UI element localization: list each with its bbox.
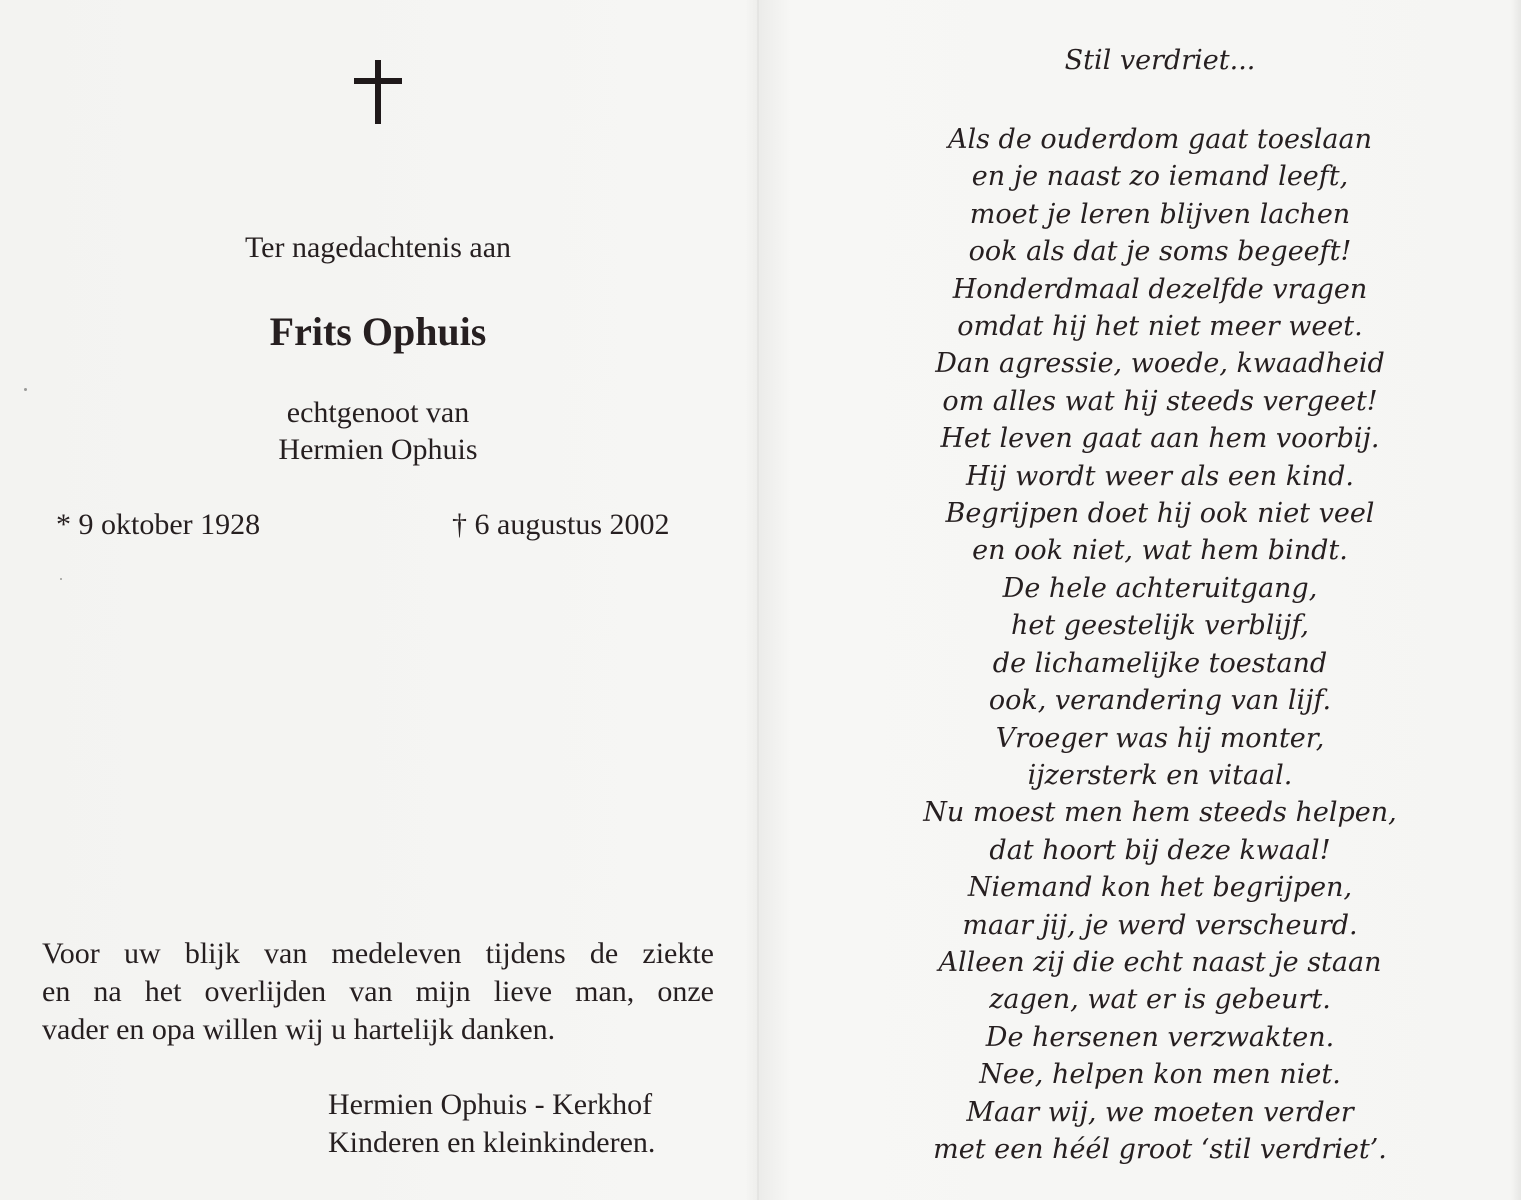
- poem-line: om alles wat hij steeds vergeet!: [942, 385, 1378, 417]
- poem-line: De hersenen verzwakten.: [985, 1021, 1335, 1053]
- birth-date: * 9 oktober 1928: [56, 508, 261, 541]
- thanks-paragraph: [42, 935, 714, 1049]
- thanks-line: Voor uw blijk van medeleven tijdens de ziekte: [42, 937, 714, 970]
- death-date: † 6 augustus 2002: [452, 508, 670, 541]
- poem-line: Hij wordt weer als een kind.: [965, 460, 1355, 492]
- poem-line: omdat hij het niet meer weet.: [957, 311, 1363, 343]
- signature-line: Hermien Ophuis - Kerkhof: [328, 1088, 653, 1121]
- intro-text: Ter nagedachtenis aan: [244, 231, 512, 264]
- poem-line: dat hoort bij deze kwaal!: [989, 834, 1331, 866]
- spouse-name: Hermien Ophuis: [278, 433, 478, 466]
- poem-line: en je naast zo iemand leeft,: [971, 161, 1349, 193]
- poem-line: Honderdmaal dezelfde vragen: [952, 273, 1368, 305]
- poem-line: Dan agressie, woede, kwaadheid: [935, 348, 1385, 380]
- cross-icon: [350, 58, 406, 128]
- poem-line: met een héél groot ‘stil verdriet’.: [933, 1133, 1387, 1165]
- poem-line: de lichamelijke toestand: [992, 647, 1328, 679]
- poem-line: De hele achteruitgang,: [1002, 572, 1318, 604]
- poem-line: Vroeger was hij monter,: [995, 722, 1325, 754]
- deceased-name: Frits Ophuis: [269, 309, 487, 354]
- poem-line: Niemand kon het begrijpen,: [967, 872, 1353, 904]
- poem-line: Het leven gaat aan hem voorbij.: [940, 423, 1380, 455]
- poem-line: het geestelijk verblijf,: [1011, 610, 1309, 642]
- relation-line-1: echtgenoot van: [286, 396, 470, 429]
- poem-line: Nee, helpen kon men niet.: [979, 1059, 1341, 1091]
- poem-line: Alleen zij die echt naast je staan: [938, 946, 1382, 978]
- signature-line: Kinderen en kleinkinderen.: [328, 1126, 656, 1159]
- poem-line: moet je leren blijven lachen: [969, 198, 1351, 230]
- paper-speck: [60, 578, 62, 580]
- poem-title: Stil verdriet...: [1064, 45, 1256, 76]
- poem-line: ijzersterk en vitaal.: [1027, 759, 1293, 791]
- poem-line: maar jij, je werd verscheurd.: [962, 909, 1358, 941]
- poem-line: Maar wij, we moeten verder: [966, 1096, 1354, 1128]
- thanks-line: vader en opa willen wij u hartelijk danken.: [42, 1013, 556, 1046]
- card-edge-shadow: [1511, 0, 1521, 1200]
- poem-line: en ook niet, wat hem bindt.: [972, 535, 1348, 567]
- poem-line: Begrijpen doet hij ook niet veel: [945, 498, 1375, 530]
- thanks-line: en na het overlijden van mijn lieve man, onze: [42, 975, 714, 1008]
- poem-line: ook als dat je soms begeeft!: [968, 236, 1352, 268]
- poem-line: zagen, wat er is gebeurt.: [989, 984, 1331, 1016]
- paper-speck: [24, 388, 27, 391]
- poem: [910, 121, 1410, 1168]
- poem-line: Als de ouderdom gaat toeslaan: [947, 124, 1373, 155]
- signature-block: [328, 1086, 655, 1162]
- poem-line: ook, verandering van lijf.: [988, 685, 1332, 717]
- card-fold: [757, 0, 759, 1200]
- poem-line: Nu moest men hem steeds helpen,: [923, 797, 1397, 829]
